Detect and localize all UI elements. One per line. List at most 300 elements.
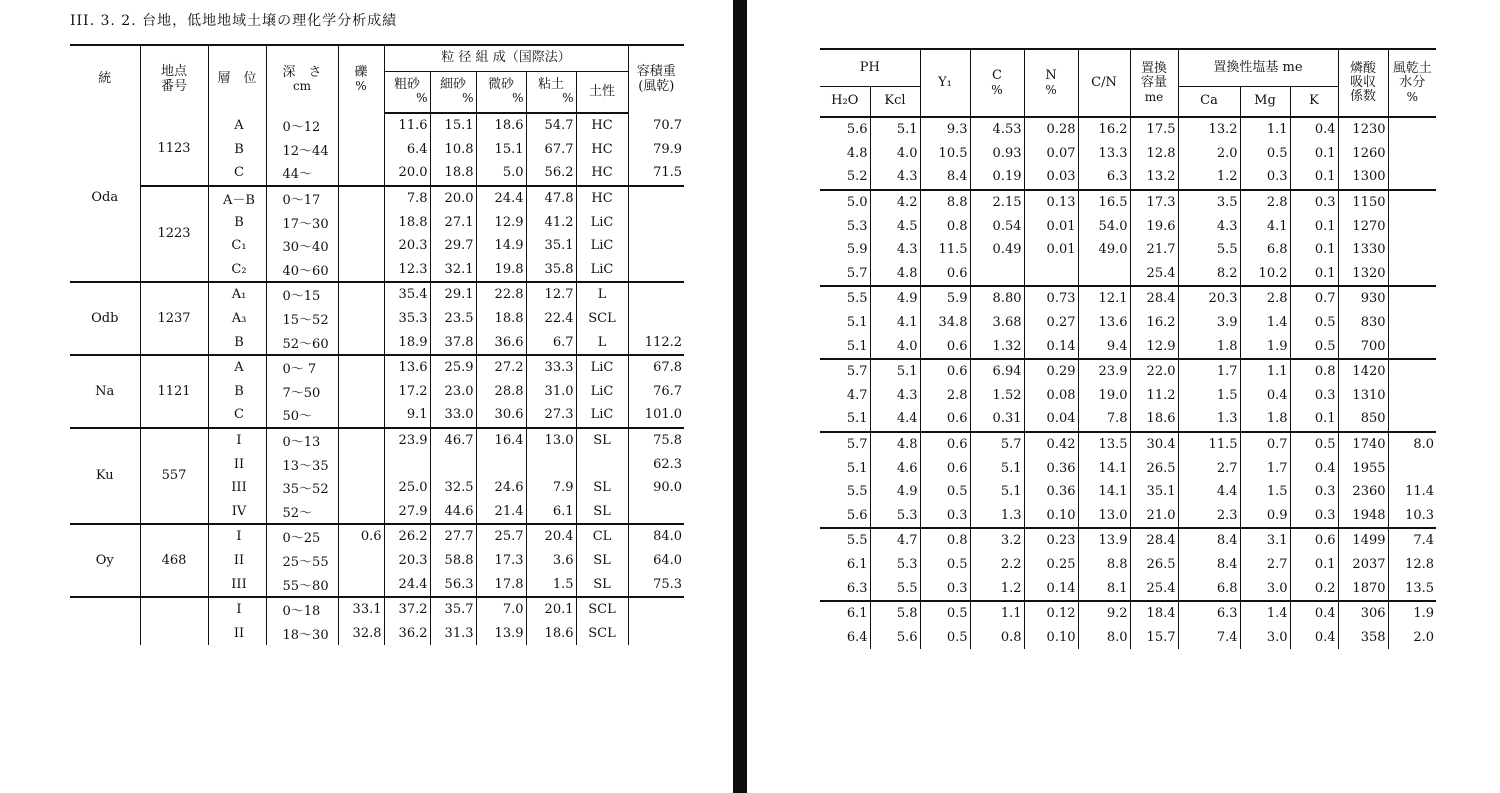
table-cell: 1.7 <box>1178 359 1240 384</box>
table-row <box>820 190 1436 215</box>
table-cell: Odb <box>70 282 140 355</box>
table-cell: 20.3 <box>384 549 430 573</box>
table-cell: 7.8 <box>1078 407 1130 432</box>
table-cell: 0.6 <box>920 359 970 384</box>
table-cell: 0.3 <box>920 504 970 529</box>
table-cell: 30.6 <box>476 403 526 428</box>
table-cell: 44.6 <box>430 500 476 525</box>
table-cell: 44～ <box>266 161 338 186</box>
table-cell: 0.27 <box>1024 311 1078 335</box>
table-row <box>820 359 1436 384</box>
table-cell: 90.0 <box>628 476 684 500</box>
table-cell <box>338 403 384 428</box>
table-cell: 18～30 <box>266 621 338 645</box>
table-cell: 35.1 <box>526 234 576 258</box>
table-cell <box>526 452 576 476</box>
table-cell: 4.7 <box>870 528 920 553</box>
table-cell <box>338 452 384 476</box>
table-cell: 21.0 <box>1130 504 1178 529</box>
table-cell: 30.4 <box>1130 432 1178 457</box>
right-chemistry-table <box>820 48 1436 649</box>
table-cell: 52～ <box>266 500 338 525</box>
table-row <box>820 214 1436 238</box>
table-cell: 1260 <box>1338 142 1388 166</box>
table-row <box>70 113 684 138</box>
table-cell: 0.36 <box>1024 456 1078 480</box>
table-cell: 20.3 <box>1178 286 1240 311</box>
table-row <box>820 407 1436 432</box>
table-cell: 5.6 <box>820 117 870 142</box>
table-cell <box>1388 117 1436 142</box>
table-cell <box>338 234 384 258</box>
header-depth: 深 さ cm <box>266 45 338 113</box>
table-row <box>70 428 684 453</box>
table-cell: 0.1 <box>1290 142 1338 166</box>
table-cell: 4.9 <box>870 480 920 504</box>
table-cell <box>338 186 384 211</box>
table-cell: B <box>208 210 266 234</box>
table-cell: II <box>208 621 266 645</box>
table-cell: 5.5 <box>870 576 920 601</box>
table-cell: 5.1 <box>970 480 1024 504</box>
header-phosphate: 燐酸 吸収 係数 <box>1338 49 1388 117</box>
header-coarse-sand: 粗砂 % <box>384 71 430 113</box>
table-cell: 70.7 <box>628 113 684 138</box>
table-cell: 84.0 <box>628 524 684 549</box>
table-row <box>70 597 684 622</box>
table-cell: 62.3 <box>628 452 684 476</box>
table-cell: 15～52 <box>266 307 338 331</box>
table-cell: 25.0 <box>384 476 430 500</box>
table-cell: 1948 <box>1338 504 1388 529</box>
table-cell: 5.3 <box>870 553 920 577</box>
table-cell: 15.1 <box>476 138 526 162</box>
table-cell: 13.6 <box>384 355 430 380</box>
table-cell: 0.4 <box>1290 625 1338 649</box>
table-cell: L <box>576 282 628 307</box>
table-cell: 17.2 <box>384 380 430 404</box>
table-cell: 23.0 <box>430 380 476 404</box>
table-cell: 8.4 <box>1178 528 1240 553</box>
table-cell: 6.3 <box>846 580 868 596</box>
table-cell: 2.8 <box>1240 286 1290 311</box>
table-cell <box>338 500 384 525</box>
table-cell: 1.4 <box>1240 601 1290 626</box>
table-cell: 0.14 <box>1024 576 1078 601</box>
table-cell: 4.4 <box>1178 480 1240 504</box>
table-cell: 13.9 <box>1078 528 1130 553</box>
table-cell: 37.2 <box>384 597 430 622</box>
table-cell: 2.0 <box>1388 625 1436 649</box>
table-cell: 26.5 <box>1130 553 1178 577</box>
table-cell: 19.8 <box>476 258 526 283</box>
table-cell: 7.8 <box>384 186 430 211</box>
table-cell <box>338 549 384 573</box>
table-cell: 23.9 <box>384 428 430 453</box>
table-cell: 12.7 <box>526 282 576 307</box>
table-cell <box>1388 311 1436 335</box>
table-cell: II <box>208 549 266 573</box>
table-cell: 0.8 <box>1290 359 1338 384</box>
table-cell: 1237 <box>140 282 208 355</box>
table-cell: I <box>208 597 266 622</box>
table-cell: 1740 <box>1338 432 1388 457</box>
table-cell: 0.12 <box>1024 601 1078 626</box>
table-cell <box>1388 214 1436 238</box>
table-cell: 0.49 <box>970 238 1024 262</box>
table-cell: 56.3 <box>430 572 476 597</box>
table-row <box>820 311 1436 335</box>
table-cell: 16.2 <box>1078 117 1130 142</box>
table-cell: 22.0 <box>1130 359 1178 384</box>
table-cell: 25.9 <box>430 355 476 380</box>
table-cell: 58.8 <box>430 549 476 573</box>
table-cell: 1.5 <box>1240 480 1290 504</box>
table-cell: L <box>576 330 628 355</box>
table-cell: 557 <box>140 428 208 524</box>
table-cell: 47.8 <box>526 186 576 211</box>
header-gravel: 礫 % <box>338 45 384 113</box>
table-cell: 0～25 <box>266 524 338 549</box>
table-cell: 0～12 <box>266 113 338 138</box>
table-cell: 35～52 <box>266 476 338 500</box>
table-cell: 5.5 <box>820 528 870 553</box>
table-cell: 28.8 <box>476 380 526 404</box>
table-cell: 23.9 <box>1078 359 1130 384</box>
table-cell: 1499 <box>1338 528 1388 553</box>
table-cell: 46.7 <box>430 428 476 453</box>
header-moisture: 風乾土 水分 % <box>1388 49 1436 117</box>
table-cell: 29.7 <box>430 234 476 258</box>
table-cell: 4.5 <box>870 214 920 238</box>
table-cell: 2.8 <box>920 384 970 408</box>
table-cell: SCL <box>576 597 628 622</box>
table-cell: A－B <box>208 186 266 211</box>
table-cell: 13.3 <box>1078 142 1130 166</box>
table-cell: 12.1 <box>1078 286 1130 311</box>
table-cell: SL <box>576 572 628 597</box>
table-cell: LiC <box>576 380 628 404</box>
header-bases: 置換性塩基 me <box>1178 49 1338 86</box>
table-cell: 0.13 <box>1024 190 1078 215</box>
table-cell: 1.1 <box>970 601 1024 626</box>
table-row <box>820 553 1436 577</box>
table-cell: 6.4 <box>846 629 868 645</box>
table-cell: 7.0 <box>476 597 526 622</box>
table-row <box>820 334 1436 359</box>
header-n: N % <box>1024 49 1078 117</box>
table-cell: B <box>208 138 266 162</box>
table-cell: 5.6 <box>846 507 868 523</box>
table-cell: 8.8 <box>920 190 970 215</box>
table-cell: 0.6 <box>920 262 970 287</box>
table-cell: 12.9 <box>476 210 526 234</box>
table-cell: LiC <box>576 355 628 380</box>
table-cell: 6.3 <box>1178 601 1240 626</box>
table-cell: 0.14 <box>1024 334 1078 359</box>
table-cell: 13.9 <box>476 621 526 645</box>
table-cell: 1121 <box>140 355 208 428</box>
table-cell: 35.3 <box>384 307 430 331</box>
table-cell <box>384 452 430 476</box>
table-cell: 0.1 <box>1290 407 1338 432</box>
table-cell: HC <box>576 161 628 186</box>
table-cell: 17.3 <box>476 549 526 573</box>
table-cell: 4.8 <box>846 145 868 161</box>
table-cell: 0.3 <box>920 576 970 601</box>
table-cell: A₃ <box>208 307 266 331</box>
table-cell: C₁ <box>208 234 266 258</box>
table-cell: 0.01 <box>1024 214 1078 238</box>
table-cell: 12.8 <box>1130 142 1178 166</box>
table-cell: 0.7 <box>1240 432 1290 457</box>
table-cell: 31.3 <box>430 621 476 645</box>
table-cell: 19.0 <box>1078 384 1130 408</box>
table-cell: 12.8 <box>1388 553 1436 577</box>
table-cell: 7.9 <box>526 476 576 500</box>
table-cell: 8.4 <box>1178 553 1240 577</box>
table-cell: 0～ 7 <box>266 355 338 380</box>
table-cell <box>628 621 684 645</box>
table-cell: 27.3 <box>526 403 576 428</box>
table-cell: A <box>208 355 266 380</box>
table-cell: 5.7 <box>846 265 868 281</box>
table-cell: 0.03 <box>1024 165 1078 190</box>
table-cell <box>338 282 384 307</box>
table-cell <box>338 428 384 453</box>
table-cell <box>1388 286 1436 311</box>
table-cell <box>1388 190 1436 215</box>
table-cell: 1955 <box>1338 456 1388 480</box>
table-cell: 1270 <box>1338 214 1388 238</box>
table-cell: 5.9 <box>846 242 868 258</box>
table-cell: 0.07 <box>1024 142 1078 166</box>
table-cell: 0.36 <box>1024 480 1078 504</box>
table-cell: 50～ <box>266 403 338 428</box>
table-cell: 4.0 <box>870 334 920 359</box>
table-cell: 1.5 <box>526 572 576 597</box>
table-cell: 0.01 <box>1024 238 1078 262</box>
table-row <box>820 456 1436 480</box>
table-cell: CL <box>576 524 628 549</box>
table-cell: 6.8 <box>1178 576 1240 601</box>
table-cell: 0.6 <box>920 432 970 457</box>
table-row <box>820 432 1436 457</box>
table-cell: 0.08 <box>1024 384 1078 408</box>
table-cell: LiC <box>576 234 628 258</box>
table-row <box>820 625 1436 649</box>
table-cell: 29.1 <box>430 282 476 307</box>
table-cell: 35.8 <box>526 258 576 283</box>
table-cell: 18.6 <box>1130 407 1178 432</box>
table-cell: 16.4 <box>476 428 526 453</box>
header-mg: Mg <box>1240 86 1290 117</box>
table-cell: SL <box>576 549 628 573</box>
header-ph-kcl: Kcl <box>870 86 920 117</box>
table-cell: 35.1 <box>1130 480 1178 504</box>
table-cell: 0.6 <box>920 407 970 432</box>
table-cell: 1300 <box>1338 165 1388 190</box>
table-cell: 0～13 <box>266 428 338 453</box>
table-cell: 1150 <box>1338 190 1388 215</box>
table-cell: 55～80 <box>266 572 338 597</box>
table-cell: 0.73 <box>1024 286 1078 311</box>
table-cell: III <box>208 572 266 597</box>
table-cell: 112.2 <box>628 330 684 355</box>
table-cell: 8.0 <box>1388 432 1436 457</box>
table-cell <box>1388 334 1436 359</box>
table-cell: 35.7 <box>430 597 476 622</box>
table-cell: 0.5 <box>1290 432 1338 457</box>
table-cell: 0.1 <box>1290 165 1338 190</box>
table-cell: 8.0 <box>1078 625 1130 649</box>
table-cell: 24.4 <box>384 572 430 597</box>
table-cell: III <box>208 476 266 500</box>
table-cell: 4.3 <box>870 384 920 408</box>
table-cell: 17～30 <box>266 210 338 234</box>
table-cell: 0.04 <box>1024 407 1078 432</box>
table-cell: 18.4 <box>1130 601 1178 626</box>
table-cell: A <box>208 113 266 138</box>
table-cell: 0.5 <box>920 601 970 626</box>
page-title: III. 3. 2. 台地，低地地域土壌の理化学分析成績 <box>70 13 398 29</box>
table-cell: 2.7 <box>1240 553 1290 577</box>
table-cell: LiC <box>576 210 628 234</box>
table-cell: 22.4 <box>526 307 576 331</box>
table-cell <box>576 452 628 476</box>
table-cell: 5.5 <box>1178 238 1240 262</box>
table-cell: 0.4 <box>1290 117 1338 142</box>
table-cell: 2360 <box>1338 480 1388 504</box>
table-cell: 2.2 <box>970 553 1024 577</box>
table-cell: HC <box>576 138 628 162</box>
table-cell: 4.7 <box>846 387 868 403</box>
table-cell: 13.0 <box>526 428 576 453</box>
table-cell: 8.4 <box>920 165 970 190</box>
table-cell: 4.8 <box>870 432 920 457</box>
table-cell: 67.8 <box>628 355 684 380</box>
table-cell: 1.9 <box>1388 601 1436 626</box>
table-cell: 8.2 <box>1178 262 1240 287</box>
table-cell: 5.2 <box>846 169 868 185</box>
table-cell <box>338 258 384 283</box>
table-cell: 24.6 <box>476 476 526 500</box>
table-cell: 36.6 <box>476 330 526 355</box>
table-cell: Ku <box>70 428 140 524</box>
table-cell: 11.6 <box>384 113 430 138</box>
table-cell: 9.3 <box>920 117 970 142</box>
table-cell: 52～60 <box>266 330 338 355</box>
table-cell: 700 <box>1338 334 1388 359</box>
table-cell: HC <box>576 186 628 211</box>
table-cell: 0.5 <box>920 480 970 504</box>
table-row <box>820 384 1436 408</box>
table-cell: 1.5 <box>1178 384 1240 408</box>
table-cell: SL <box>576 476 628 500</box>
left-soil-table <box>70 44 684 645</box>
table-cell <box>628 500 684 525</box>
table-cell: 40～60 <box>266 258 338 283</box>
table-cell: 0.5 <box>920 625 970 649</box>
table-cell: 20.0 <box>384 161 430 186</box>
table-cell: 56.2 <box>526 161 576 186</box>
header-bulk-density: 容積重 (風乾) <box>628 45 684 113</box>
header-ca: Ca <box>1178 86 1240 117</box>
table-cell: 5.1 <box>870 117 920 142</box>
table-cell <box>1388 165 1436 190</box>
table-cell <box>1388 262 1436 287</box>
table-cell: 20.0 <box>430 186 476 211</box>
table-cell: 0.1 <box>1290 238 1338 262</box>
table-cell: 26.2 <box>384 524 430 549</box>
table-cell: 1870 <box>1338 576 1388 601</box>
table-cell: 0.29 <box>1024 359 1078 384</box>
table-cell: 1.1 <box>1240 117 1290 142</box>
table-cell: 13.2 <box>1130 165 1178 190</box>
header-silt: 微砂 % <box>476 71 526 113</box>
table-cell: LiC <box>576 403 628 428</box>
header-ph: PH <box>820 49 920 86</box>
table-cell <box>338 161 384 186</box>
table-cell: C <box>208 161 266 186</box>
table-cell: 34.8 <box>920 311 970 335</box>
table-cell: 15.7 <box>1130 625 1178 649</box>
table-cell: 0.8 <box>920 214 970 238</box>
table-cell <box>338 380 384 404</box>
header-clay: 粘土 % <box>526 71 576 113</box>
table-cell: 28.4 <box>1130 286 1178 311</box>
table-cell: 18.8 <box>430 161 476 186</box>
table-cell: C <box>208 403 266 428</box>
table-cell: 0.5 <box>1240 142 1290 166</box>
table-cell: 18.6 <box>526 621 576 645</box>
table-cell: 1.1 <box>1240 359 1290 384</box>
table-cell: 1.52 <box>970 384 1024 408</box>
table-cell <box>338 355 384 380</box>
table-cell: 0.31 <box>970 407 1024 432</box>
table-row <box>70 524 684 549</box>
table-cell: 19.6 <box>1130 214 1178 238</box>
header-site: 地点 番号 <box>140 45 208 113</box>
table-cell: 3.0 <box>1240 576 1290 601</box>
table-cell: 0.3 <box>1290 480 1338 504</box>
table-cell: 0.4 <box>1290 601 1338 626</box>
table-cell: 0.6 <box>338 524 384 549</box>
table-cell: 15.1 <box>430 113 476 138</box>
table-cell: 0.6 <box>920 456 970 480</box>
table-cell: 3.0 <box>1240 625 1290 649</box>
table-cell: 25.4 <box>1130 262 1178 287</box>
table-cell: 1.4 <box>1240 311 1290 335</box>
table-cell: 0.54 <box>970 214 1024 238</box>
table-cell: I <box>208 524 266 549</box>
table-cell: 5.0 <box>476 161 526 186</box>
table-cell: 12～44 <box>266 138 338 162</box>
table-cell: 0.8 <box>970 625 1024 649</box>
table-cell: 7～50 <box>266 380 338 404</box>
table-cell: SCL <box>576 621 628 645</box>
table-cell: 4.3 <box>1178 214 1240 238</box>
table-cell: 0.93 <box>970 142 1024 166</box>
table-cell <box>628 234 684 258</box>
table-row <box>820 504 1436 529</box>
table-cell: 18.8 <box>384 210 430 234</box>
table-cell: 1.2 <box>970 576 1024 601</box>
table-cell: 27.2 <box>476 355 526 380</box>
table-cell: 17.8 <box>476 572 526 597</box>
table-cell: 0.7 <box>1290 286 1338 311</box>
table-cell: 2.7 <box>1178 456 1240 480</box>
